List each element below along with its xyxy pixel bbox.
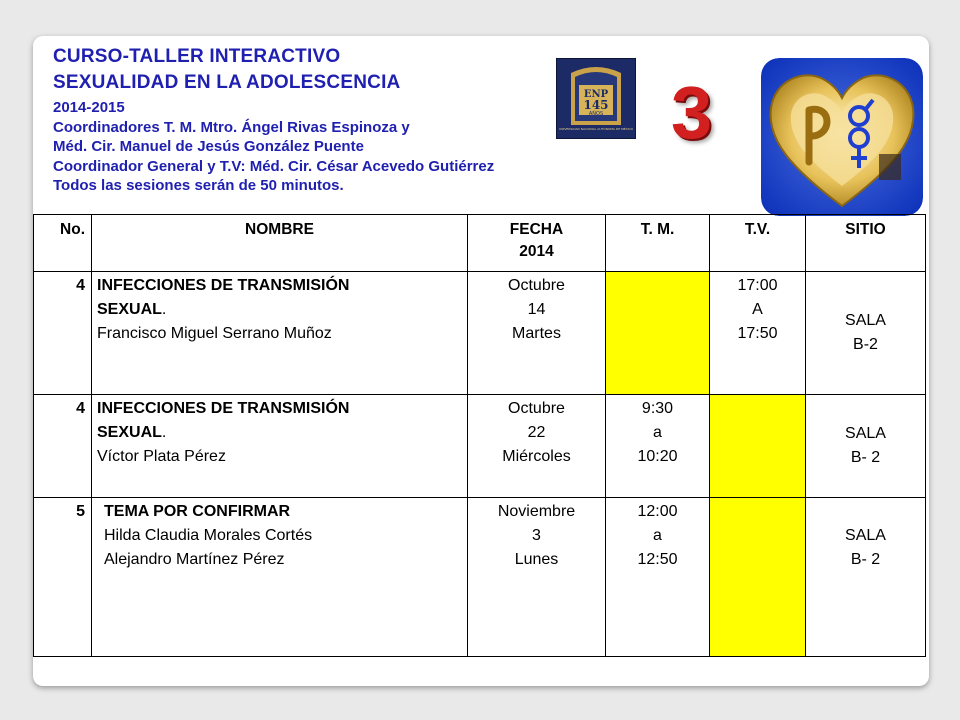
tm-time-sep: a — [653, 527, 662, 544]
session-name — [92, 395, 468, 498]
tv-time-start: 17:00 — [737, 277, 778, 294]
coordinators-line-2: Méd. Cir. Manuel de Jesús González Puente — [53, 138, 364, 155]
date-weekday: Martes — [512, 325, 561, 342]
location-code: B-2 — [853, 336, 878, 353]
tv-time-end: 17:50 — [737, 325, 778, 342]
date-month: Octubre — [508, 400, 565, 417]
tv-time — [710, 272, 806, 395]
session-date — [468, 395, 606, 498]
date-day: 14 — [527, 301, 546, 318]
presenter-name: Víctor Plata Pérez — [97, 448, 226, 465]
table-row — [34, 272, 926, 395]
row-number: 4 — [34, 272, 92, 395]
session-name — [92, 498, 468, 657]
session-date — [468, 498, 606, 657]
session-location — [806, 498, 926, 657]
enp-logo-number: 145 — [583, 98, 609, 112]
tm-time — [606, 498, 710, 657]
session-topic-line-1: TEMA POR CONFIRMAR — [104, 503, 291, 520]
date-day: 3 — [532, 527, 541, 544]
heart-icon — [761, 58, 923, 216]
session-topic-line-1: INFECCIONES DE TRANSMISIÓN — [97, 277, 350, 294]
topic-period: . — [161, 424, 167, 441]
header-tm: T. M. — [606, 215, 710, 272]
slide — [33, 36, 929, 686]
tm-cell-highlighted — [606, 272, 710, 395]
session-location — [806, 272, 926, 395]
table-header-row — [34, 215, 926, 272]
session-name — [92, 272, 468, 395]
tm-time — [606, 395, 710, 498]
session-topic-line-2: SEXUAL — [97, 424, 162, 441]
enp-emblem-icon — [557, 59, 635, 138]
topic-period: . — [161, 301, 167, 318]
enp-logo-caption: UNIVERSIDAD NACIONAL AUTÓNOMA DE MÉXICO — [559, 127, 633, 131]
header-no: No. — [34, 215, 92, 272]
tm-time-sep: a — [653, 424, 662, 441]
session-number: 3 — [671, 71, 713, 154]
general-coordinator: Coordinador General y T.V: Méd. Cir. César Acevedo Gutiérrez — [53, 157, 495, 175]
session-topic-line-1: INFECCIONES DE TRANSMISIÓN — [97, 400, 350, 417]
location-room: SALA — [845, 527, 886, 544]
enp-logo — [556, 58, 636, 139]
session-topic-line-2: SEXUAL — [97, 301, 162, 318]
presenter-name-2: Alejandro Martínez Pérez — [104, 551, 285, 568]
header-nombre: NOMBRE — [92, 215, 468, 272]
presenter-name: Francisco Miguel Serrano Muñoz — [97, 325, 332, 342]
course-subtitle: SEXUALIDAD EN LA ADOLESCENCIA — [53, 72, 401, 93]
heart-logo — [761, 58, 923, 216]
row-number: 5 — [34, 498, 92, 657]
date-day: 22 — [527, 424, 546, 441]
date-weekday: Lunes — [514, 551, 559, 568]
table-row — [34, 498, 926, 657]
row-number: 4 — [34, 395, 92, 498]
header-sitio: SITIO — [806, 215, 926, 272]
tv-cell-highlighted — [710, 395, 806, 498]
schedule-table — [33, 214, 926, 657]
header-fecha — [468, 215, 606, 272]
date-month: Octubre — [508, 277, 565, 294]
tm-time-end: 10:20 — [637, 448, 678, 465]
presenter-name: Hilda Claudia Morales Cortés — [104, 527, 313, 544]
location-room: SALA — [845, 312, 886, 329]
header-fecha-year: 2014 — [519, 243, 554, 260]
location-code: B- 2 — [850, 449, 881, 466]
header-fecha-label: FECHA — [509, 221, 564, 238]
header-tv: T.V. — [710, 215, 806, 272]
table-row — [34, 395, 926, 498]
session-duration-note: Todos las sesiones serán de 50 minutos. — [53, 177, 344, 194]
enp-logo-sub: AÑOS — [588, 111, 604, 117]
coordinators-line-1: Coordinadores T. M. Mtro. Ángel Rivas Espinoza y — [53, 118, 410, 136]
tm-time-start: 9:30 — [641, 400, 674, 417]
session-location — [806, 395, 926, 498]
course-header — [53, 44, 494, 196]
date-weekday: Miércoles — [502, 448, 571, 465]
date-month: Noviembre — [497, 503, 576, 520]
location-room: SALA — [845, 425, 886, 442]
location-code: B- 2 — [850, 551, 881, 568]
course-title: CURSO-TALLER INTERACTIVO — [53, 46, 341, 67]
session-date — [468, 272, 606, 395]
tm-time-end: 12:50 — [637, 551, 678, 568]
tv-time-sep: A — [752, 301, 763, 318]
tv-cell-highlighted — [710, 498, 806, 657]
tm-time-start: 12:00 — [637, 503, 678, 520]
enp-logo-text: ENP — [583, 89, 609, 100]
course-year: 2014-2015 — [53, 99, 125, 116]
